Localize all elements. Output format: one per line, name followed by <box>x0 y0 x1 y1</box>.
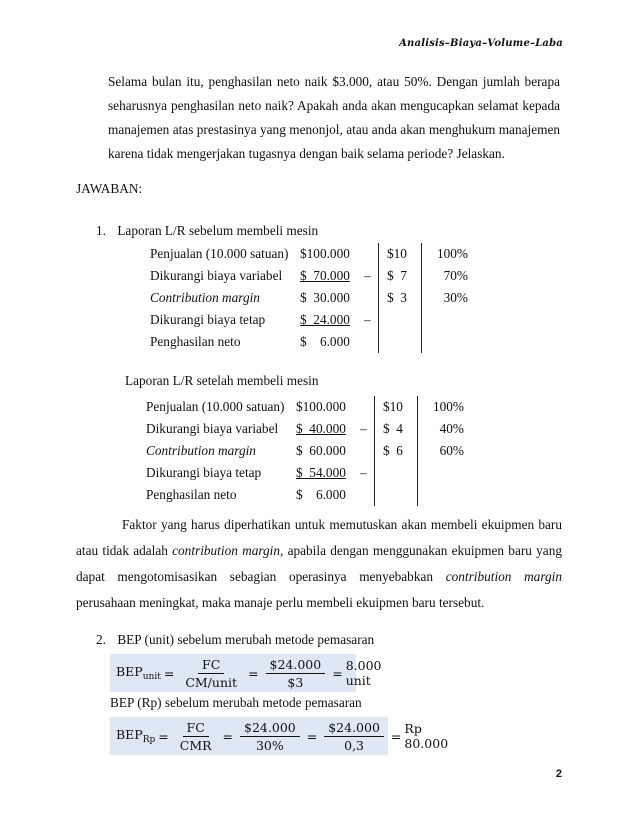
income-statement-before <box>150 243 468 353</box>
running-header: Analisis–Biaya–Volume–Laba <box>399 38 563 49</box>
row-amount: $ 70.000 <box>300 268 350 283</box>
table-row <box>150 309 468 331</box>
row-amount: $ 54.000 <box>296 465 346 480</box>
row-percent: 100% <box>436 246 468 261</box>
row-label: Contribution margin <box>150 290 260 305</box>
row-percent: 70% <box>443 268 468 283</box>
row-unit <box>375 484 418 506</box>
row-label: Penghasilan neto <box>150 334 241 349</box>
row-unit: $ 7 <box>379 265 422 287</box>
row-amount: $ 40.000 <box>296 421 346 436</box>
row-operator: – <box>360 465 367 480</box>
formula-result: Rp 80.000 <box>404 721 449 751</box>
fraction: $\frac{FC}{\text{CMR}}$ <box>179 719 212 753</box>
row-unit: $10 <box>379 243 422 265</box>
table-row <box>146 396 464 418</box>
table-row <box>146 462 464 484</box>
table-row <box>150 243 468 265</box>
bep-unit-formula: $BEP_{unit}$ = $\frac{FC}{\text{CM/unit}}$ = $\frac{\$24.000}{\$3}$ = 8.000 unit <box>110 654 356 692</box>
row-operator: – <box>364 268 371 283</box>
row-operator: – <box>364 312 371 327</box>
table-row <box>150 265 468 287</box>
fraction: $\frac{\$24.000}{0,3}$ <box>324 720 384 753</box>
row-amount: $ 6.000 <box>300 334 350 349</box>
answer-heading: JAWABAN: <box>76 181 143 196</box>
discussion-text: , apabila dengan menggunakan ekuipmen baru yang dapat mengotomisasikan sebagian operasinya menyebabkan <box>76 543 563 584</box>
item1-number: 1. <box>96 223 106 238</box>
item2-subtitle: BEP (Rp) sebelum merubah metode pemasaran <box>110 695 362 710</box>
row-operator: – <box>360 421 367 436</box>
row-unit: $10 <box>375 396 418 418</box>
row-amount: $ 60.000 <box>296 443 346 458</box>
row-operator <box>360 440 375 462</box>
row-label: Penghasilan neto <box>146 487 237 502</box>
row-percent: 60% <box>439 443 464 458</box>
row-unit <box>375 462 418 484</box>
row-label: Dikurangi biaya tetap <box>146 465 262 480</box>
row-label: Penjualan (10.000 satuan) <box>150 246 289 261</box>
formula-result: 8.000 unit <box>345 658 382 688</box>
row-operator <box>360 484 375 506</box>
table-row <box>146 418 464 440</box>
discussion-term: contribution margin <box>172 543 281 558</box>
row-unit: $ 4 <box>375 418 418 440</box>
row-operator <box>360 396 375 418</box>
page-number: 2 <box>555 768 562 780</box>
row-operator <box>364 243 379 265</box>
formula-lhs: $BEP_{Rp}$ <box>116 727 156 745</box>
row-percent: 100% <box>432 399 464 414</box>
intro-paragraph: Selama bulan itu, penghasilan neto naik $3.000, atau 50%. Dengan jumlah berapa seharusnya penghasilan neto naik? Apakah anda akan mengucapkan selamat kepada manajemen atas prestasinya yang menonjol, atau anda akan menghukum manajemen karena tidak mengerjakan tugasnya dengan baik selama periode? Jelaskan. <box>108 74 560 161</box>
income-statement-after <box>146 396 464 506</box>
row-unit: $ 6 <box>375 440 418 462</box>
row-label: Dikurangi biaya variabel <box>146 421 279 436</box>
discussion-text: perusahaan meningkat, maka manaje perlu membeli ekuipmen baru tersebut. <box>76 595 485 610</box>
table-row <box>150 287 468 309</box>
row-label: Penjualan (10.000 satuan) <box>146 399 285 414</box>
row-amount: $ 30.000 <box>300 290 350 305</box>
row-amount: $100.000 <box>300 246 350 261</box>
row-percent <box>418 462 465 484</box>
row-label: Dikurangi biaya variabel <box>150 268 283 283</box>
row-unit <box>379 331 422 353</box>
table-row <box>146 484 464 506</box>
row-label: Contribution margin <box>146 443 256 458</box>
row-unit: $ 3 <box>379 287 422 309</box>
row-label: Dikurangi biaya tetap <box>150 312 266 327</box>
item1b-title: Laporan L/R setelah membeli mesin <box>125 373 319 388</box>
discussion-paragraph <box>76 512 562 616</box>
row-unit <box>379 309 422 331</box>
bep-rp-formula: $BEP_{Rp}$ = $\frac{FC}{\text{CMR}}$ = $\frac{\$24.000}{30\%}$ = $\frac{\$24.000}{0,3}$ = Rp 80.000 <box>110 717 388 755</box>
item1-heading <box>96 223 318 239</box>
item2-number: 2. <box>96 632 106 647</box>
fraction: $\frac{\$24.000}{30\%}$ <box>240 720 300 753</box>
row-percent <box>422 331 469 353</box>
row-amount: $100.000 <box>296 399 346 414</box>
item2-title: BEP (unit) sebelum merubah metode pemasaran <box>117 632 375 647</box>
discussion-term: contribution margin <box>445 569 562 584</box>
table-row <box>146 440 464 462</box>
row-operator <box>364 331 379 353</box>
row-percent <box>418 484 465 506</box>
table-row <box>150 331 468 353</box>
item1-title: Laporan L/R sebelum membeli mesin <box>117 223 319 238</box>
row-percent <box>422 309 469 331</box>
fraction: $\frac{FC}{\text{CM/unit}}$ <box>185 656 238 690</box>
item2-heading <box>96 632 374 648</box>
row-percent: 30% <box>443 290 468 305</box>
row-amount: $ 24.000 <box>300 312 350 327</box>
row-operator <box>364 287 379 309</box>
row-amount: $ 6.000 <box>296 487 346 502</box>
fraction: $\frac{\$24.000}{\$3}$ <box>266 657 326 690</box>
formula-lhs: $BEP_{unit}$ <box>116 664 161 682</box>
discussion-text: Faktor yang harus diperhatikan untuk memutuskan akan membeli ekuipmen baru atau tidak adalah <box>76 517 562 558</box>
row-percent: 40% <box>439 421 464 436</box>
